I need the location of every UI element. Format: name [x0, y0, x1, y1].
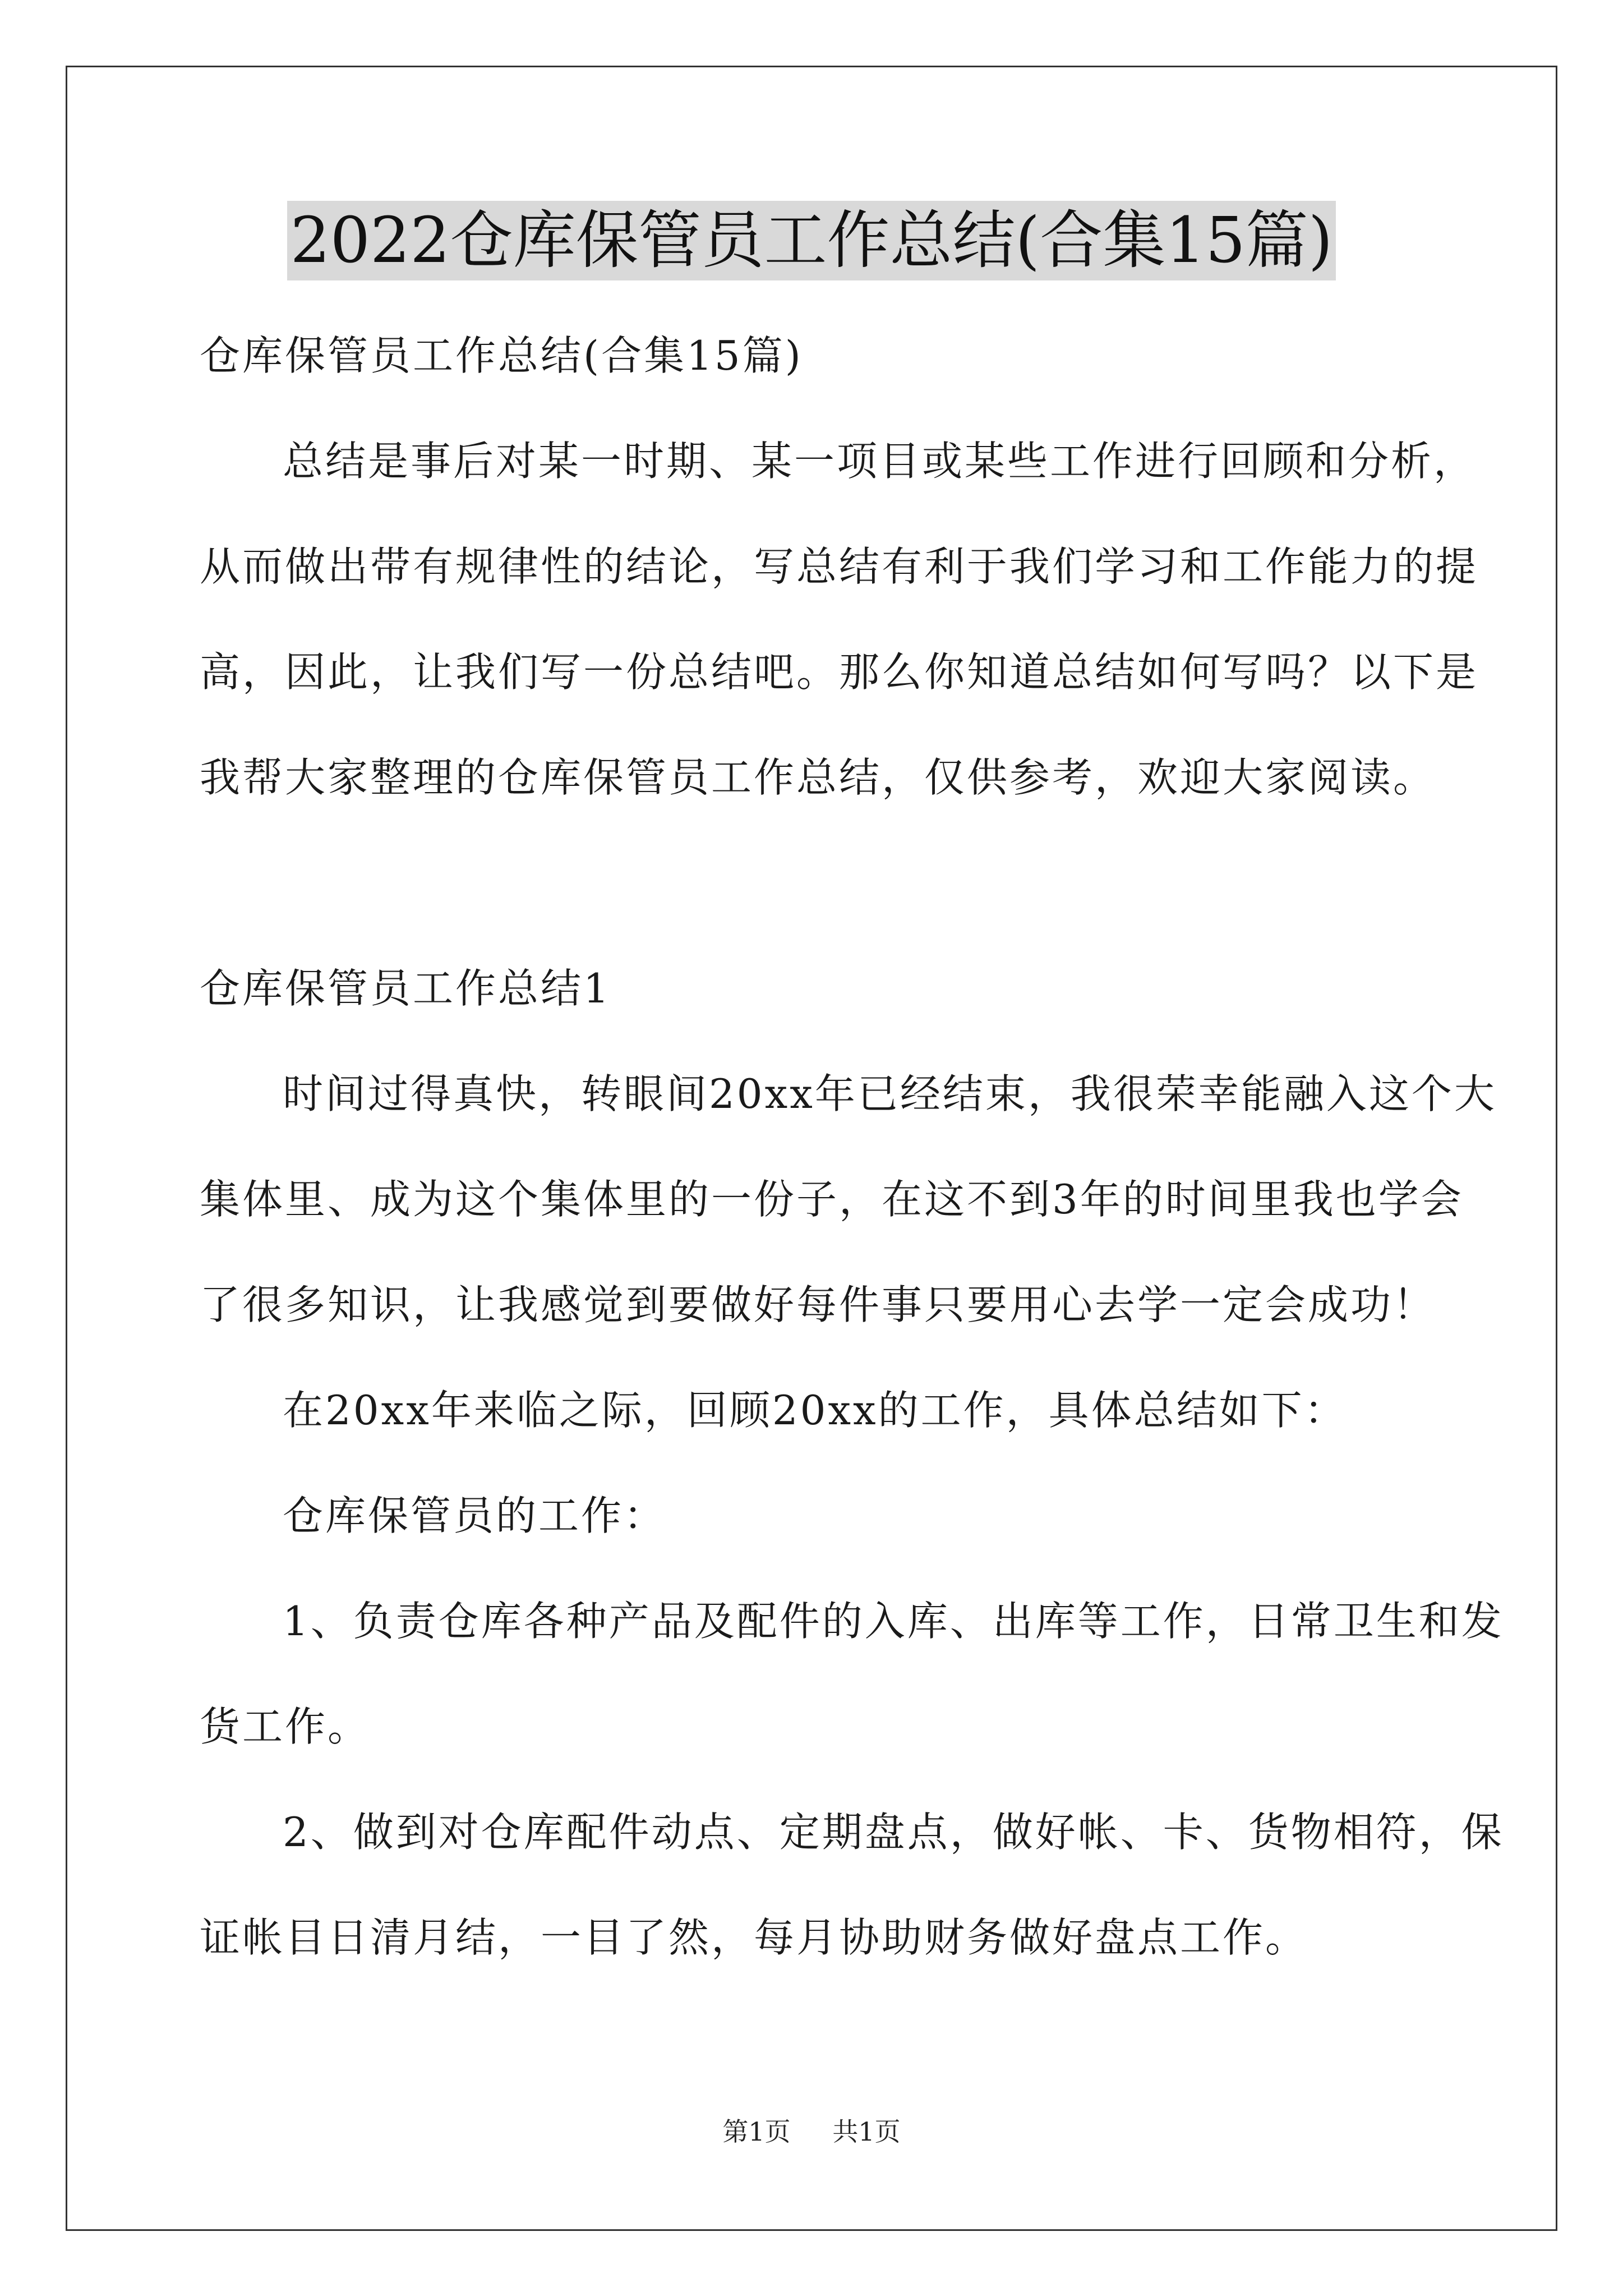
para2-line: 在20xx年来临之际，回顾20xx的工作，具体总结如下： — [283, 1387, 1347, 1434]
title-container — [0, 201, 1623, 280]
paragraph-spacer — [200, 830, 1428, 936]
intro-line-2: 从而做出带有规律性的结论，写总结有利于我们学习和工作能力的提 — [200, 543, 1479, 590]
intro-line-3: 高，因此，让我们写一份总结吧。那么你知道总结如何写吗？以下是 — [200, 648, 1479, 696]
document-body — [200, 303, 1504, 1990]
para1-line-1: 时间过得真快，转眼间20xx年已经结束，我很荣幸能融入这个大 — [283, 1070, 1497, 1117]
page-number-current: 第1页 — [722, 2116, 791, 2147]
item2-line-2: 证帐目日清月结，一目了然，每月协助财务做好盘点工作。 — [200, 1914, 1308, 1961]
para1-line-2: 集体里、成为这个集体里的一份子，在这不到3年的时间里我也学会 — [200, 1176, 1464, 1223]
intro-line-1: 总结是事后对某一时期、某一项目或某些工作进行回顾和分析， — [283, 438, 1477, 485]
document-title: 2022仓库保管员工作总结(合集15篇) — [287, 201, 1336, 280]
page-footer — [0, 2115, 1623, 2148]
page-number-total: 共1页 — [832, 2116, 901, 2147]
intro-line-4: 我帮大家整理的仓库保管员工作总结，仅供参考，欢迎大家阅读。 — [200, 754, 1436, 801]
section-heading: 仓库保管员工作总结1 — [200, 965, 611, 1012]
item1-line-1: 1、负责仓库各种产品及配件的入库、出库等工作，日常卫生和发 — [283, 1598, 1504, 1645]
item2-line-1: 2、做到对仓库配件动点、定期盘点，做好帐、卡、货物相符，保 — [283, 1809, 1504, 1856]
document-subtitle: 仓库保管员工作总结(合集15篇) — [200, 332, 803, 379]
para1-line-3: 了很多知识，让我感觉到要做好每件事只要用心去学一定会成功！ — [200, 1281, 1436, 1328]
para3-line: 仓库保管员的工作： — [283, 1492, 667, 1539]
item1-line-2: 货工作。 — [200, 1703, 371, 1750]
